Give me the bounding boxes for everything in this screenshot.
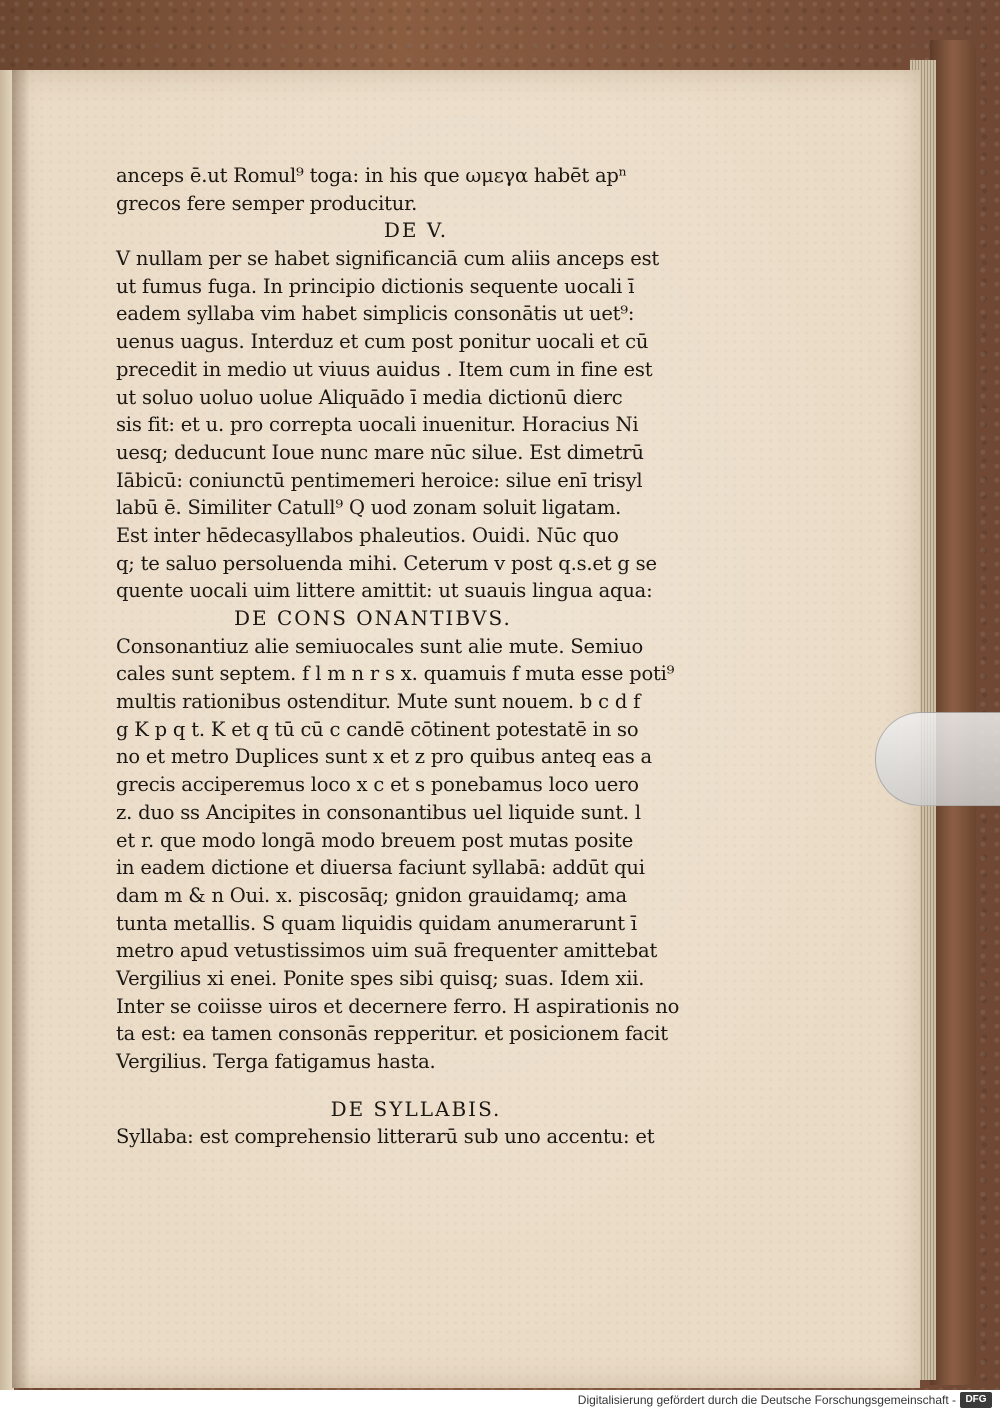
text-line: V nullam per se habet significanciā cum aliis anceps est: [116, 247, 660, 271]
section-heading-de-syllabis: DE SYLLABIS.: [330, 1096, 502, 1121]
text-line: no et metro Duplices sunt x et z pro quibus anteq eas a: [116, 745, 652, 769]
section-heading-de-v: DE V.: [383, 218, 449, 243]
text-line: anceps ē.ut Romul⁹ toga: in his que ωμεγα habēt apⁿ: [116, 164, 627, 187]
footer-bar: [0, 1390, 1000, 1413]
text-line: grecos fere semper producitur.: [116, 191, 418, 215]
dfg-logo-icon: DFG: [960, 1392, 992, 1408]
text-line: ut fumus fuga. In principio dictionis sequente uocali ī: [116, 274, 635, 298]
text-line: metro apud vetustissimos uim suā frequenter amittebat: [116, 939, 658, 963]
text-line: uenus uagus. Interduz et cum post ponitur uocali et cū: [116, 330, 649, 354]
text-line: multis rationibus ostenditur. Mute sunt nouem. b c d f: [116, 690, 641, 714]
paragraph-gap: [116, 1076, 716, 1096]
section-heading-de-consonantibus: DE CONS ONANTIBVS.: [234, 606, 512, 630]
page-tab-marker: [875, 712, 1000, 806]
text-line: g K p q t. K et q tū cū c candē cōtinent potestatē in so: [116, 717, 639, 741]
text-line: Iābicū: coniunctū pentimemeri heroice: silue enī trisyl: [116, 468, 643, 492]
text-line: grecis acciperemus loco x c et s ponebamus loco uero: [116, 773, 639, 797]
text-line: in eadem dictione et diuersa faciunt syllabā: addūt qui: [116, 856, 645, 880]
text-line: Syllaba: est comprehensio litterarū sub uno accentu: et: [116, 1125, 655, 1149]
text-line: eadem syllaba vim habet simplicis consonātis ut uet⁹:: [116, 302, 635, 326]
text-line: quente uocali uim littere amittit: ut suauis lingua aqua:: [116, 579, 653, 603]
text-line: et r. que modo longā modo breuem post mutas posite: [116, 828, 634, 852]
text-line: cales sunt septem. f l m n r s x. quamuis f muta esse poti⁹: [116, 662, 675, 686]
text-line: tunta metallis. S quam liquidis quidam anumerarunt ī: [116, 911, 637, 935]
text-line: uesq; deducunt Ioue nunc mare nūc silue. Est dimetrū: [116, 440, 644, 464]
text-line: Est inter hēdecasyllabos phaleutios. Ouidi. Nūc quo: [116, 523, 619, 547]
text-line: q; te saluo persoluenda mihi. Ceterum v post q.s.et g se: [116, 551, 657, 575]
text-line: precedit in medio ut viuus auidus . Item cum in fine est: [116, 357, 653, 381]
gutter-shadow: [12, 70, 30, 1388]
text-line: ta est: ea tamen consonās repperitur. et posicionem facit: [116, 1022, 668, 1046]
funding-credit: Digitalisierung gefördert durch die Deutsche Forschungsgemeinschaft -: [577, 1393, 956, 1407]
text-line: sis fit: et u. pro correpta uocali inuenitur. Horacius Ni: [116, 413, 639, 437]
text-line: labū ē. Similiter Catull⁹ Q uod zonam soluit ligatam.: [116, 496, 622, 520]
text-line: dam m & n Oui. x. piscosāq; gnidon grauidamq; ama: [116, 883, 627, 907]
text-line: ut soluo uoluo uolue Aliquādo ī media dictionū dierc: [116, 385, 623, 409]
text-line: Consonantiuz alie semiuocales sunt alie mute. Semiuo: [116, 634, 644, 658]
printed-text-block: [116, 162, 716, 1151]
text-line: z. duo ss Ancipites in consonantibus uel liquide sunt. l: [116, 800, 641, 824]
text-line: Vergilius xi enei. Ponite spes sibi quisq; suas. Idem xii.: [116, 966, 645, 990]
text-line: Vergilius. Terga fatigamus hasta.: [116, 1050, 436, 1073]
text-line: Inter se coiisse uiros et decernere ferro. H aspirationis no: [116, 994, 680, 1018]
